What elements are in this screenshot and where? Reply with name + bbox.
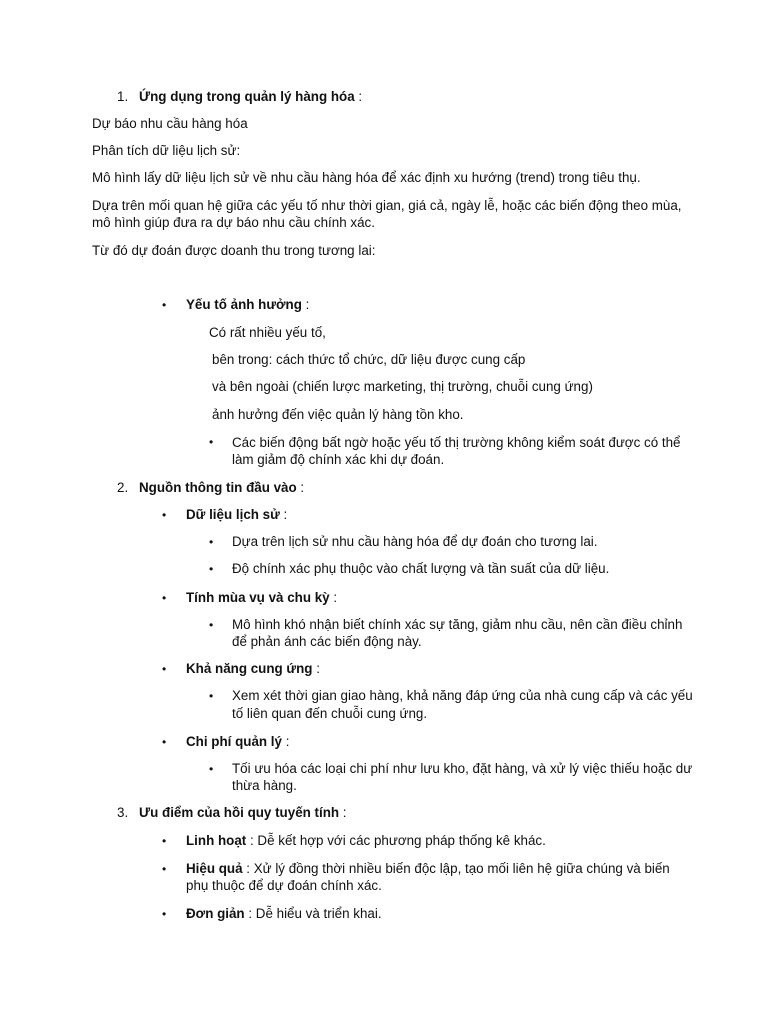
cost-suffix: :	[281, 734, 290, 749]
section-3-title: Ưu điểm của hồi quy tuyến tính	[139, 805, 340, 820]
historical-item-1: Dựa trên lịch sử nhu cầu hàng hóa để dự đoán cho tương lai.	[232, 534, 598, 549]
seasonality-label: Tính mùa vụ và chu kỳ	[186, 590, 330, 605]
cost-label: Chi phí quản lý	[186, 734, 282, 749]
paragraph-historical-analysis: Phân tích dữ liệu lịch sử:	[92, 143, 241, 158]
paragraph-relationship-line2: mô hình giúp đưa ra dự báo nhu cầu chính xác.	[92, 215, 375, 230]
flexible-text: : Dễ kết hợp với các phương pháp thống kê khác.	[246, 833, 546, 848]
bullet-icon: •	[162, 834, 167, 848]
supply-label: Khả năng cung ứng	[186, 661, 313, 676]
bullet-icon: •	[209, 618, 214, 632]
cost-line1: Tối ưu hóa các loại chi phí như lưu kho, đặt hàng, và xử lý việc thiếu hoặc dư	[232, 761, 693, 776]
factors-suffix: :	[301, 297, 310, 312]
flexible-label: Linh hoạt	[186, 833, 247, 848]
seasonality-heading	[186, 589, 337, 606]
bullet-icon: •	[162, 735, 167, 749]
list-number-1: 1.	[117, 89, 129, 104]
factors-heading	[186, 296, 309, 313]
bullet-icon: •	[209, 762, 214, 776]
paragraph-model-trend: Mô hình lấy dữ liệu lịch sử về nhu cầu hàng hóa để xác định xu hướng (trend) trong tiêu thụ.	[92, 170, 641, 185]
supply-suffix: :	[312, 661, 320, 676]
efficiency-label: Hiệu quả	[186, 861, 243, 876]
efficiency-line2: phụ thuộc để dự đoán chính xác.	[186, 878, 382, 893]
bullet-icon: •	[209, 435, 214, 449]
bullet-icon: •	[162, 907, 167, 921]
factors-line-1: Có rất nhiều yếu tố,	[209, 325, 326, 340]
simple-label: Đơn giản	[186, 906, 245, 921]
historical-heading	[186, 506, 287, 523]
historical-suffix: :	[279, 507, 288, 522]
historical-item-2: Độ chính xác phụ thuộc vào chất lượng và tần suất của dữ liệu.	[232, 561, 610, 576]
section-1-title-suffix: :	[354, 89, 363, 104]
section-2-title-suffix: :	[296, 480, 305, 495]
flexible-item	[186, 832, 546, 849]
supply-line1: Xem xét thời gian giao hàng, khả năng đáp ứng của nhà cung cấp và các yếu	[232, 688, 693, 703]
supply-heading	[186, 660, 320, 677]
paragraph-revenue: Từ đó dự đoán được doanh thu trong tương lai:	[92, 243, 376, 258]
bullet-icon: •	[209, 535, 214, 549]
simple-item	[186, 905, 382, 922]
efficiency-text: : Xử lý đồng thời nhiều biến độc lập, tạo mối liên hệ giữa chúng và biến	[242, 861, 670, 876]
factors-sub-line1: Các biến động bất ngờ hoặc yếu tố thị trường không kiểm soát được có thể	[232, 435, 681, 450]
bullet-icon: •	[162, 508, 167, 522]
section-2-heading	[139, 479, 304, 496]
historical-label: Dữ liệu lịch sử	[186, 507, 280, 522]
simple-text: : Dễ hiểu và triển khai.	[244, 906, 382, 921]
list-number-2: 2.	[117, 480, 129, 495]
factors-line-4: ảnh hưởng đến việc quản lý hàng tồn kho.	[212, 407, 464, 422]
section-3-heading	[139, 804, 347, 821]
paragraph-relationship-line1: Dựa trên mối quan hệ giữa các yếu tố như thời gian, giá cả, ngày lễ, hoặc các biến động theo mùa,	[92, 198, 682, 213]
factors-sub-line2: làm giảm độ chính xác khi dự đoán.	[232, 452, 445, 467]
seasonality-line2: để phản ánh các biến động này.	[232, 634, 422, 649]
bullet-icon: •	[162, 662, 167, 676]
supply-line2: tố liên quan đến chuỗi cung ứng.	[232, 706, 428, 721]
bullet-icon: •	[162, 298, 167, 312]
seasonality-suffix: :	[329, 590, 338, 605]
section-2-title: Nguồn thông tin đầu vào	[139, 480, 297, 495]
bullet-icon: •	[162, 862, 167, 876]
factors-line-2: bên trong: cách thức tổ chức, dữ liệu được cung cấp	[212, 352, 526, 367]
efficiency-item	[186, 860, 670, 877]
factors-line-3: và bên ngoài (chiến lược marketing, thị trường, chuỗi cung ứng)	[212, 379, 593, 394]
cost-line2: thừa hàng.	[232, 778, 297, 793]
bullet-icon: •	[209, 562, 214, 576]
bullet-icon: •	[162, 591, 167, 605]
bullet-icon: •	[209, 689, 214, 703]
cost-heading	[186, 733, 289, 750]
paragraph-demand-forecast: Dự báo nhu cầu hàng hóa	[92, 116, 248, 131]
seasonality-line1: Mô hình khó nhận biết chính xác sự tăng, giảm nhu cầu, nên cần điều chỉnh	[232, 617, 683, 632]
section-1-heading	[139, 88, 362, 105]
section-3-title-suffix: :	[339, 805, 347, 820]
section-1-title: Ứng dụng trong quản lý hàng hóa	[139, 89, 355, 104]
factors-label: Yếu tố ảnh hưởng	[186, 297, 302, 312]
list-number-3: 3.	[117, 805, 129, 820]
